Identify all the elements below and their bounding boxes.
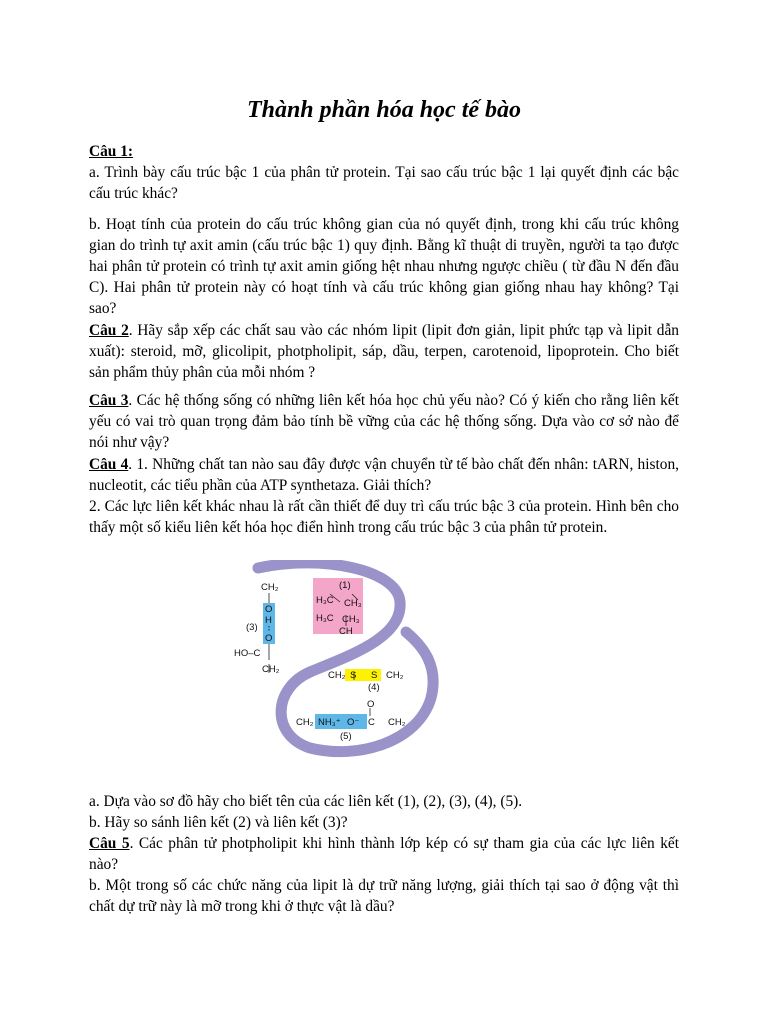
label-ch2-s2: CH₂ xyxy=(386,670,404,681)
question-4-label: Câu 4 xyxy=(89,456,129,473)
question-5-part-b: b. Một trong số các chức năng của lipit là dự trữ năng lượng, giải thích tại sao ở động vật thì chất dự trữ này là mỡ trong khi ở thực vật là dầu? xyxy=(89,877,679,915)
label-o-minus: O⁻ xyxy=(347,717,360,728)
question-5-text: . Các phân tử photpholipit khi hình thành lớp kép có sự tham gia của các lực liên kết nào? xyxy=(89,835,680,873)
label-nh3: NH₃⁺ xyxy=(318,717,341,728)
label-ch2-end: CH₂ xyxy=(388,717,406,728)
question-5-label: Câu 5 xyxy=(89,835,130,852)
label-s2: S xyxy=(371,670,378,681)
question-5 xyxy=(89,833,679,917)
label-s1: S xyxy=(350,670,357,681)
label-ch2-top: CH₂ xyxy=(261,582,279,593)
label-ch3-a: CH₃ xyxy=(344,598,362,609)
question-4-part-2: 2. Các lực liên kết khác nhau là rất cần thiết để duy trì cấu trúc bậc 3 của protein. Hình bên cho thấy một số kiểu liên kết hóa học điển hình trong cấu trúc bậc 3 của phân tử protein. xyxy=(89,498,679,536)
page-title: Thành phần hóa học tế bào xyxy=(246,97,522,123)
label-ch3-b: CH₃ xyxy=(342,614,360,625)
label-ch2-n: CH₂ xyxy=(296,717,314,728)
question-3 xyxy=(89,390,679,453)
label-h3c-a: H₃C xyxy=(316,595,334,606)
question-2-text: . Hãy sắp xếp các chất sau vào các nhóm lipit (lipit đơn giản, lipit phức tạp và lipit dẫn xuất): steroid, mỡ, glicolipit, photpholipit, sáp, dầu, terpen, carotenoid, lipoprotein. Cho biết sản phẩm thủy phân của mỗi nhóm ? xyxy=(89,322,679,381)
question-1-part-b: b. Hoạt tính của protein do cấu trúc không gian của nó quyết định, trong khi cấu trúc không gian do trình tự axit amin (cấu trúc bậc 1) quy định. Bằng kĩ thuật di truyền, người ta tạo được hai phân tử protein có trình tự axit amin giống hệt nhau nhưng ngược chiều ( từ đầu N đến đầu C). Hai phân tử protein này có hoạt tính và cấu trúc không gian giống nhau hay không? Tại sao? xyxy=(89,216,679,317)
protein-bond-diagram xyxy=(228,560,442,772)
question-4-part-1: . 1. Những chất tan nào sau đây được vận chuyển từ tế bào chất đến nhân: tARN, histon, nucleotit, các tiểu phần của ATP synthetaza. Giải thích? xyxy=(89,456,679,494)
label-h1: H xyxy=(265,615,272,626)
question-1 xyxy=(89,141,679,319)
label-bond-1: (1) xyxy=(339,580,351,591)
label-c-ion: C xyxy=(368,717,375,728)
label-bond-4: (4) xyxy=(368,682,380,693)
label-o-top: O xyxy=(367,699,375,710)
question-4-part-a: a. Dựa vào sơ đồ hãy cho biết tên của các liên kết (1), (2), (3), (4), (5). xyxy=(89,793,523,810)
label-ch2-left: CH₂ xyxy=(262,664,280,675)
question-3-text: . Các hệ thống sống có những liên kết hóa học chủ yếu nào? Có ý kiến cho rằng liên kết yếu có vai trò quan trọng đảm bảo tính bề vững của các hệ thống sống. Dựa vào cơ sở nào để nói như vậy? xyxy=(89,392,679,451)
question-4 xyxy=(89,454,679,538)
label-o1: O xyxy=(265,604,273,615)
question-1-label: Câu 1: xyxy=(89,143,134,160)
label-bond-5: (5) xyxy=(340,731,352,742)
question-1-part-a: a. Trình bày cấu trúc bậc 1 của phân tử protein. Tại sao cấu trúc bậc 1 lại quyết định các bậc cấu trúc khác? xyxy=(89,164,679,202)
question-4-part-b: b. Hãy so sánh liên kết (2) và liên kết (3)? xyxy=(89,814,348,831)
question-2 xyxy=(89,320,679,383)
label-ho-c: HO–C xyxy=(234,648,261,659)
label-bond-3: (3) xyxy=(246,622,258,633)
label-h3c-b: H₃C xyxy=(316,613,334,624)
question-3-label: Câu 3 xyxy=(89,392,129,409)
label-ch: CH xyxy=(339,626,353,637)
question-4-subparts xyxy=(89,791,679,833)
question-2-label: Câu 2 xyxy=(89,322,129,339)
label-ch2-s: CH₂ xyxy=(328,670,346,681)
protein-bond-figure xyxy=(228,560,442,772)
label-o2: O xyxy=(265,633,273,644)
